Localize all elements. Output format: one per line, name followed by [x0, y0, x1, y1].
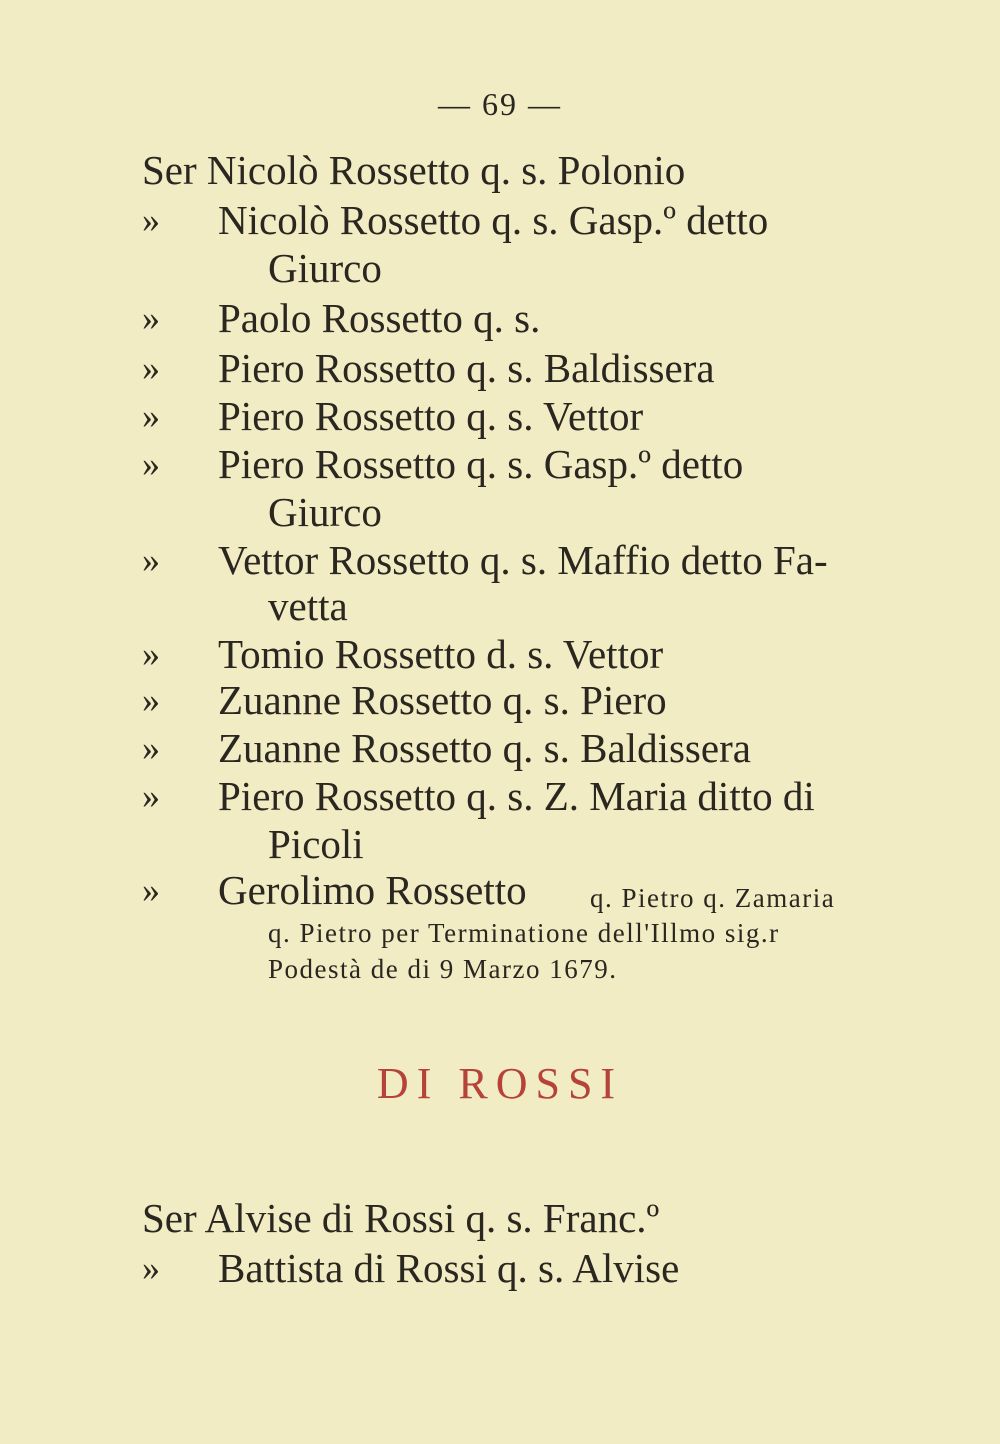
entry-text: Gerolimo Rossetto — [218, 867, 527, 913]
entry-continuation: Picoli — [268, 821, 364, 867]
guillemet-mark: » — [142, 776, 160, 816]
guillemet-mark: » — [142, 870, 160, 910]
guillemet-mark: » — [142, 200, 160, 240]
entry-text: Zuanne Rossetto q. s. Baldissera — [218, 725, 751, 771]
guillemet-mark: » — [142, 634, 160, 674]
guillemet-mark: » — [142, 728, 160, 768]
guillemet-mark: » — [142, 298, 160, 338]
entry-text: Piero Rossetto q. s. Baldissera — [218, 345, 715, 391]
guillemet-mark: » — [142, 444, 160, 484]
entry-continuation: Giurco — [268, 245, 382, 291]
entry-text: Battista di Rossi q. s. Alvise — [218, 1245, 680, 1291]
entry-text: Paolo Rossetto q. s. — [218, 295, 541, 341]
page-number: — 69 — — [438, 86, 562, 122]
entry-text: Nicolò Rossetto q. s. Gasp.º detto — [218, 197, 769, 243]
entry-continuation: Giurco — [268, 489, 382, 535]
guillemet-mark: » — [142, 396, 160, 436]
entry-note: q. Pietro per Terminatione dell'Illmo sig.r — [268, 918, 780, 948]
entry-text: Vettor Rossetto q. s. Maffio detto Fa- — [218, 537, 828, 583]
guillemet-mark: » — [142, 348, 160, 388]
entry-continuation: vetta — [268, 583, 348, 629]
entry-text: Piero Rossetto q. s. Vettor — [218, 393, 644, 439]
guillemet-mark: » — [142, 1248, 160, 1288]
entry-note: q. Pietro q. Zamaria — [590, 883, 836, 913]
guillemet-mark: » — [142, 540, 160, 580]
entry-text: Piero Rossetto q. s. Z. Maria ditto di — [218, 773, 815, 819]
entry-text: Piero Rossetto q. s. Gasp.º detto — [218, 441, 744, 487]
entry-first-line: Ser Nicolò Rossetto q. s. Polonio — [142, 147, 686, 193]
entry-text: Tomio Rossetto d. s. Vettor — [218, 631, 664, 677]
section-heading: DI ROSSI — [376, 1059, 624, 1108]
entry-note: Podestà de di 9 Marzo 1679. — [268, 954, 618, 984]
entry-text: Zuanne Rossetto q. s. Piero — [218, 677, 667, 723]
entry-first-line: Ser Alvise di Rossi q. s. Franc.º — [142, 1195, 660, 1241]
guillemet-mark: » — [142, 680, 160, 720]
